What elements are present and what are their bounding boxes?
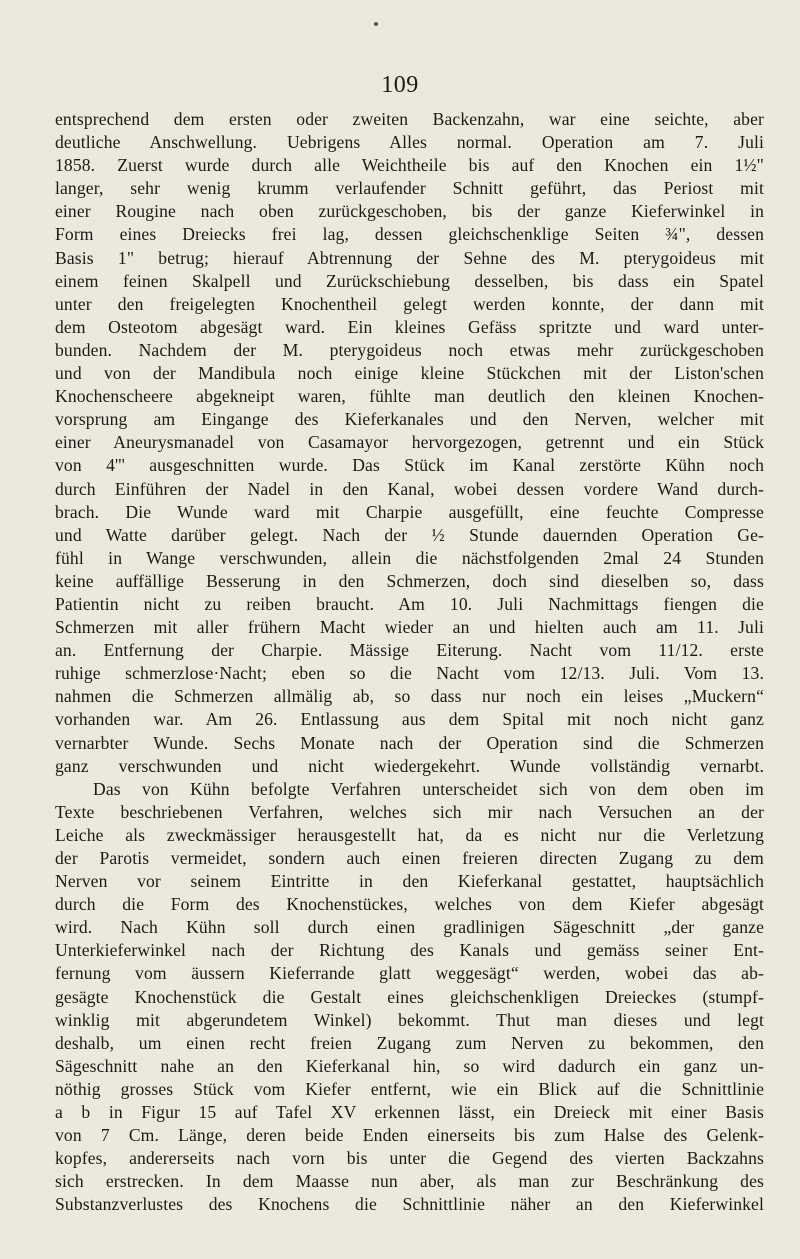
text-line: Nerven vor seinem Eintritte in den Kieferkanal gestattet, hauptsächlich xyxy=(55,871,764,892)
text-line: Leiche als zweckmässiger herausgestellt hat, da es nicht nur die Verletzung xyxy=(55,824,764,845)
text-line: vernarbter Wunde. Sechs Monate nach der Operation sind die Schmerzen xyxy=(55,732,764,753)
text-line: 1858. Zuerst wurde durch alle Weichtheile bis auf den Knochen ein 1½" xyxy=(55,155,764,176)
text-line: ruhige schmerzlose·Nacht; eben so die Nacht vom 12/13. Juli. Vom 13. xyxy=(55,663,764,684)
text-line: brach. Die Wunde ward mit Charpie ausgefüllt, eine feuchte Compresse xyxy=(55,501,764,522)
text-line: und Watte darüber gelegt. Nach der ½ Stunde dauernden Operation Ge- xyxy=(55,524,764,545)
text-line: nahmen die Schmerzen allmälig ab, so dass nur noch ein leises „Muckern“ xyxy=(55,686,764,707)
text-line: Substanzverlustes des Knochens die Schnittlinie näher an den Kieferwinkel xyxy=(55,1194,764,1215)
text-line: winklig mit abgerundetem Winkel) bekommt. Thut man dieses und legt xyxy=(55,1009,764,1030)
text-line: Das von Kühn befolgte Verfahren unterscheidet sich von dem oben im xyxy=(93,778,764,799)
text-line: vorhanden war. Am 26. Entlassung aus dem Spital mit noch nicht ganz xyxy=(55,709,764,730)
text-line: an. Entfernung der Charpie. Mässige Eiterung. Nacht vom 11/12. erste xyxy=(55,640,764,661)
text-line: nöthig grosses Stück vom Kiefer entfernt, wie ein Blick auf die Schnittlinie xyxy=(55,1078,764,1099)
text-line: ganz verschwunden und nicht wiedergekehrt. Wunde vollständig vernarbt. xyxy=(55,755,764,776)
text-line: Unterkieferwinkel nach der Richtung des Kanals und gemäss seiner Ent- xyxy=(55,940,764,961)
text-line: Texte beschriebenen Verfahren, welches sich mir nach Versuchen an der xyxy=(55,801,764,822)
text-line: a b in Figur 15 auf Tafel XV erkennen lässt, ein Dreieck mit einer Basis xyxy=(55,1102,764,1123)
text-line: einer Aneurysmanadel von Casamayor hervorgezogen, getrennt und ein Stück xyxy=(55,432,764,453)
text-line: kopfes, andererseits nach vorn bis unter die Gegend des vierten Backzahns xyxy=(55,1148,764,1169)
body-text xyxy=(55,108,764,1217)
text-line: und von der Mandibula noch einige kleine Stückchen mit der Liston'schen xyxy=(55,363,764,384)
text-line: Basis 1" betrug; hierauf Abtrennung der Sehne des M. pterygoideus mit xyxy=(55,247,764,268)
page-number: 109 xyxy=(381,72,419,98)
text-line: einer Rougine nach oben zurückgeschoben, bis der ganze Kieferwinkel in xyxy=(55,201,764,222)
text-line: vorsprung am Eingange des Kieferkanales und den Nerven, welcher mit xyxy=(55,409,764,430)
text-line: sich erstrecken. In dem Maasse nun aber, als man zur Beschränkung des xyxy=(55,1171,764,1192)
text-line: Sägeschnitt nahe an den Kieferkanal hin, so wird dadurch ein ganz un- xyxy=(55,1055,764,1076)
ink-speck xyxy=(374,22,378,26)
text-line: deshalb, um einen recht freien Zugang zum Nerven zu bekommen, den xyxy=(55,1032,764,1053)
text-line: der Parotis vermeidet, sondern auch einen freieren directen Zugang zu dem xyxy=(55,848,764,868)
text-line: einem feinen Skalpell und Zurückschiebung desselben, bis dass ein Spatel xyxy=(55,270,764,291)
text-line: keine auffällige Besserung in den Schmerzen, doch sind dieselben so, dass xyxy=(55,570,764,591)
text-line: durch die Form des Knochenstückes, welches von dem Kiefer abgesägt xyxy=(55,894,764,915)
text-line: fühl in Wange verschwunden, allein die nächstfolgenden 2mal 24 Stunden xyxy=(55,547,764,568)
text-line: Schmerzen mit aller frühern Macht wieder an und hielten auch am 11. Juli xyxy=(55,617,764,638)
text-line: Knochenscheere abgekneipt waren, fühlte man deutlich den kleinen Knochen- xyxy=(55,386,764,407)
text-line: wird. Nach Kühn soll durch einen gradlinigen Sägeschnitt „der ganze xyxy=(55,917,764,938)
text-line: von 4''' ausgeschnitten wurde. Das Stück im Kanal zerstörte Kühn noch xyxy=(55,455,764,476)
text-line: entsprechend dem ersten oder zweiten Backenzahn, war eine seichte, aber xyxy=(55,109,764,129)
text-line: bunden. Nachdem der M. pterygoideus noch etwas mehr zurückgeschoben xyxy=(55,339,764,360)
text-line: von 7 Cm. Länge, deren beide Enden einerseits bis zum Halse des Gelenk- xyxy=(55,1125,764,1146)
text-line: Form eines Dreiecks frei lag, dessen gleichschenklige Seiten ¾", dessen xyxy=(55,224,764,245)
text-line: deutliche Anschwellung. Uebrigens Alles normal. Operation am 7. Juli xyxy=(55,132,764,153)
text-line: dem Osteotom abgesägt ward. Ein kleines Gefäss spritzte und ward unter- xyxy=(55,316,764,337)
text-line: durch Einführen der Nadel in den Kanal, wobei dessen vordere Wand durch- xyxy=(55,478,764,499)
text-line: langer, sehr wenig krumm verlaufender Schnitt geführt, das Periost mit xyxy=(55,178,764,199)
text-line: unter den freigelegten Knochentheil gelegt werden konnte, der dann mit xyxy=(55,293,764,314)
text-line: Patientin nicht zu reiben braucht. Am 10. Juli Nachmittags fiengen die xyxy=(55,593,764,614)
text-line: gesägte Knochenstück die Gestalt eines gleichschenkligen Dreieckes (stumpf- xyxy=(55,986,764,1007)
text-line: fernung vom äussern Kieferrande glatt weggesägt“ werden, wobei das ab- xyxy=(55,963,764,984)
